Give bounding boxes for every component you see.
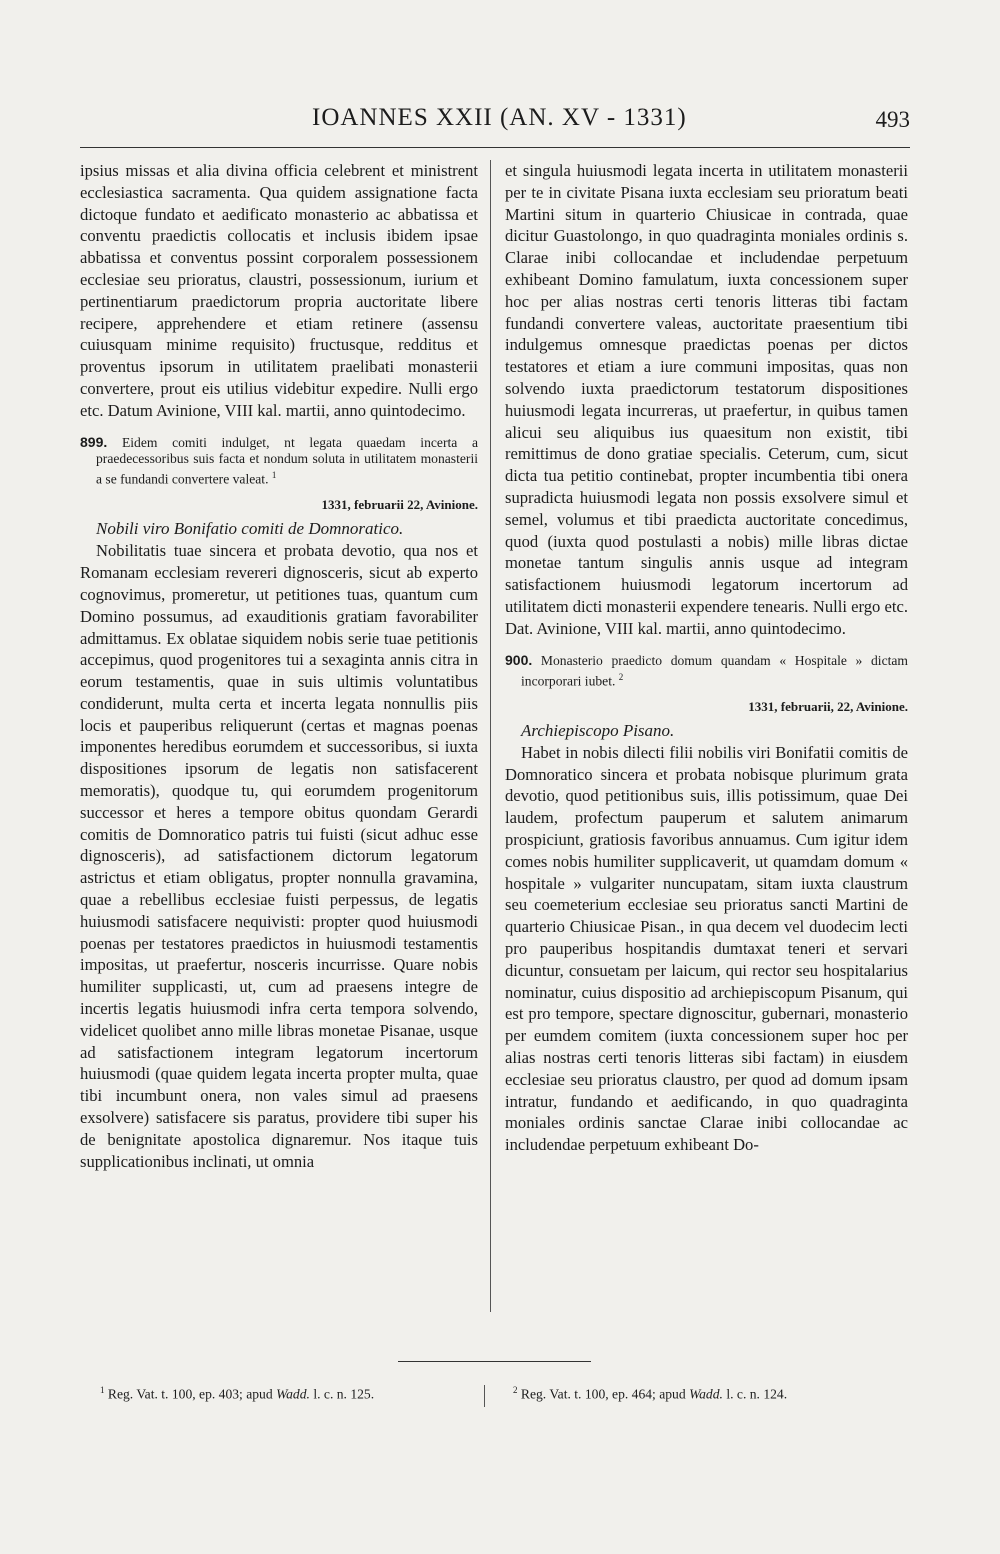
footnote-mark: 1 — [100, 1385, 105, 1395]
footnote-mark: 2 — [618, 671, 624, 682]
entry-899-text: Nobilitatis tuae sincera et probata devotio, qua nos et Romanam ecclesiam revereri dignosceris, sicut ab experto cognovimus, promeretur, ut petitiones tuas, quantum cum Domino possumus, ad exauditionis gratiam favorabiliter admittamus. Ex oblatae siquidem nobis serie tuae petitionis accepimus, quod progenitores tui a sexaginta annis citra in eorum testamentis, quae in suis ultimis voluntatibus condiderunt, multa certa et incerta legata nonnullis piis locis et pauperibus reliquerunt (certas et magnas poenas imponentes heredibus eorumdem et successoribus, si iuxta dispositiones ipsorum de legatis non satisfacerent memoratis), quodque tu, qui eorumdem progenitorum successor et heres a tempore obitus quondam Gerardi comitis de Domnoratico patris tui fuisti (sicut adhuc esse dignosceris), ad satisfactionem dictorum legatorum astrictus et etiam obligatus, propter nonnulla gravamina, quae a rebellibus ecclesiae fuisti perpessus, de legatis huiusmodi satisfacere nequivisti: propter quod huiusmodi poenas per testatores praedictos in huiusmodi testamentis impositas, ut praefertur, nosceris incurrisse. Quare nobis humiliter supplicasti, ut, cum ad praesens integre de incertis legatis huiusmodi infra certa tempora solvendo, videlicet quolibet anno mille libras monetae Pisanae, usque ad satisfactionem integram legatorum incertorum huiusmodi (quae quidem legata incerta propter multa, quae tibi incumbunt onera, non vales simul ad praesens exsolvere) satisfacere sis paratus, providere tibi super his de benignitate apostolica dignaremur. Nos itaque tuis supplicationibus inclinati, ut omnia — [80, 541, 478, 1171]
footnote-text: Reg. Vat. t. 100, ep. 464; apud — [520, 1386, 686, 1402]
continued-paragraph: ipsius missas et alia divina officia celebrent et ministrent ecclesiastica sacramenta. Qua quidem assignatione facta dictoque fundato et aedificato monasterio ac abbatissa et conventu praedictis collocatis et inclusis ibidem ipsae abbatissa et conventus possint corporalem possessionem ecclesiae seu prioratus, claustri, possessionum, iurium et pertinentiarum praedictorum propria auctoritate libere recipere, apprehendere et etiam retinere (assensu cuiusquam minime requisito) fructusque, redditus et proventus ipsorum in utilitatem praelibati monasterii convertere, prout eis utilius videbitur expedire. Nulli ergo etc. Datum Avinione, VIII kal. martii, anno quintodecimo. — [80, 161, 478, 420]
entry-900-summary — [505, 652, 908, 690]
left-column — [80, 160, 478, 1172]
footnote-rest: l. c. n. 125. — [313, 1386, 375, 1402]
header-rule — [80, 147, 910, 148]
page-number: 493 — [875, 107, 910, 132]
continued-paragraph: et singula huiusmodi legata incerta in utilitatem monasterii per te in civitate Pisana iuxta ecclesiam seu prioratum beati Martini situm in quarterio Chiusicae in contrada, quae dicitur Guastolongo, in quo quadraginta moniales ordinis s. Clarae inibi collocandae et includendae perpetuum exhibeant Domino famulatum, iuxta concessionem super hoc per alias nostras certi tenoris litteras tibi factam fundandi convertere valeas, auctoritate praesentium tibi indulgemus omnesque praedictas poenas per dictos testatores et etiam a iure communi impositas, quas non solvendo iuxta praedictorum testatorum dispositiones huiusmodi legata incurreras, ut praefertur, in quibus tamen alicui seu aliquibus ius quaesitum non existit, tibi remittimus de dono gratiae specialis. Ceterum, cum, sicut dicta tua petitio continebat, propter incumbentia tibi onera supradicta huiusmodi legata non possis exsolvere simul et semel, volumus et tibi praedicta auctoritate concedimus, quod (iuxta quod postulasti a nobis) mille libras dictae monetae tantum singulis annis usque ad integram satisfactionem huiusmodi legatorum incertorum ad utilitatem dicti monasterii expendere tenearis. Nulli ergo etc. Dat. Avinione, VIII kal. martii, anno quintodecimo. — [505, 161, 908, 638]
entry-900-text: Habet in nobis dilecti filii nobilis viri Bonifatii comitis de Domnoratico sincera et probata nobisque plurimum grata devotio, quod petitionibus suis, illis potissimum, quae Dei laudem, profectum pauperum et salutem animarum prospiciunt, gratiosis favoribus annuamus. Cum igitur idem comes nobis humiliter supplicaverit, ut quamdam domum « hospitale » vulgariter nuncupatam, sitam iuxta claustrum seu coemeterium ecclesiae seu prioratus sancti Martini de quarterio Chiusicae Pisan., in qua decem vel duodecim lecti pro pauperibus hospitandis dumtaxat teneri et servari dicuntur, consuetam per laicum, qui rector seu hospitalarius nominatur, cuius dispositio ad archiepiscopum Pisanum, qui est pro tempore, spectare dignoscitur, gubernari, monasterio per eumdem comitem (iuxta concessionem super hoc per alias nostras certi tenoris litteras sibi factam) in eiusdem ecclesiae seu prioratus claustro, per quod ad domum ipsam intratur, fundando et aedificando, in quo quadraginta moniales ordinis sanctae Clarae inibi collocandae ac includendae perpetuum exhibeant Do- — [505, 742, 908, 1155]
column-divider — [490, 160, 491, 1312]
entry-date: 1331, februarii 22, Avinione. — [321, 497, 478, 513]
entry-number: 899. — [80, 433, 108, 450]
footnote-mark: 2 — [513, 1385, 518, 1395]
entry-number: 900. — [505, 651, 533, 668]
right-column — [505, 160, 908, 1156]
footnote-abbrev: Wadd. — [689, 1386, 723, 1402]
footnote-mark: 1 — [271, 470, 277, 481]
entry-addressee: Nobili viro Bonifatio comiti de Domnoratico. — [96, 519, 404, 539]
entry-date: 1331, februarii, 22, Avinione. — [748, 698, 908, 714]
entry-addressee: Archiepiscopo Pisano. — [521, 720, 675, 740]
entry-summary-text: Monasterio praedicto domum quandam « Hospitale » dictam incorporari iubet. — [521, 652, 908, 689]
entry-899-summary — [80, 434, 478, 489]
footnote-rest: l. c. n. 124. — [726, 1386, 788, 1402]
footnote-abbrev: Wadd. — [276, 1386, 310, 1402]
entry-summary-text: Eidem comiti indulget, nt legata quaedam incerta a praedecessoribus suis facta et nondum soluta in utilitatem monasterii a se fundandi convertere valeat. — [96, 434, 478, 487]
page-title: IOANNES XXII (AN. XV - 1331) — [312, 104, 687, 131]
running-head — [80, 104, 910, 144]
footnote-text: Reg. Vat. t. 100, ep. 403; apud — [107, 1386, 273, 1402]
footnote-2 — [513, 1385, 787, 1403]
footnote-divider — [484, 1385, 485, 1407]
footnote-rule — [398, 1361, 591, 1362]
footnote-1 — [100, 1385, 374, 1403]
